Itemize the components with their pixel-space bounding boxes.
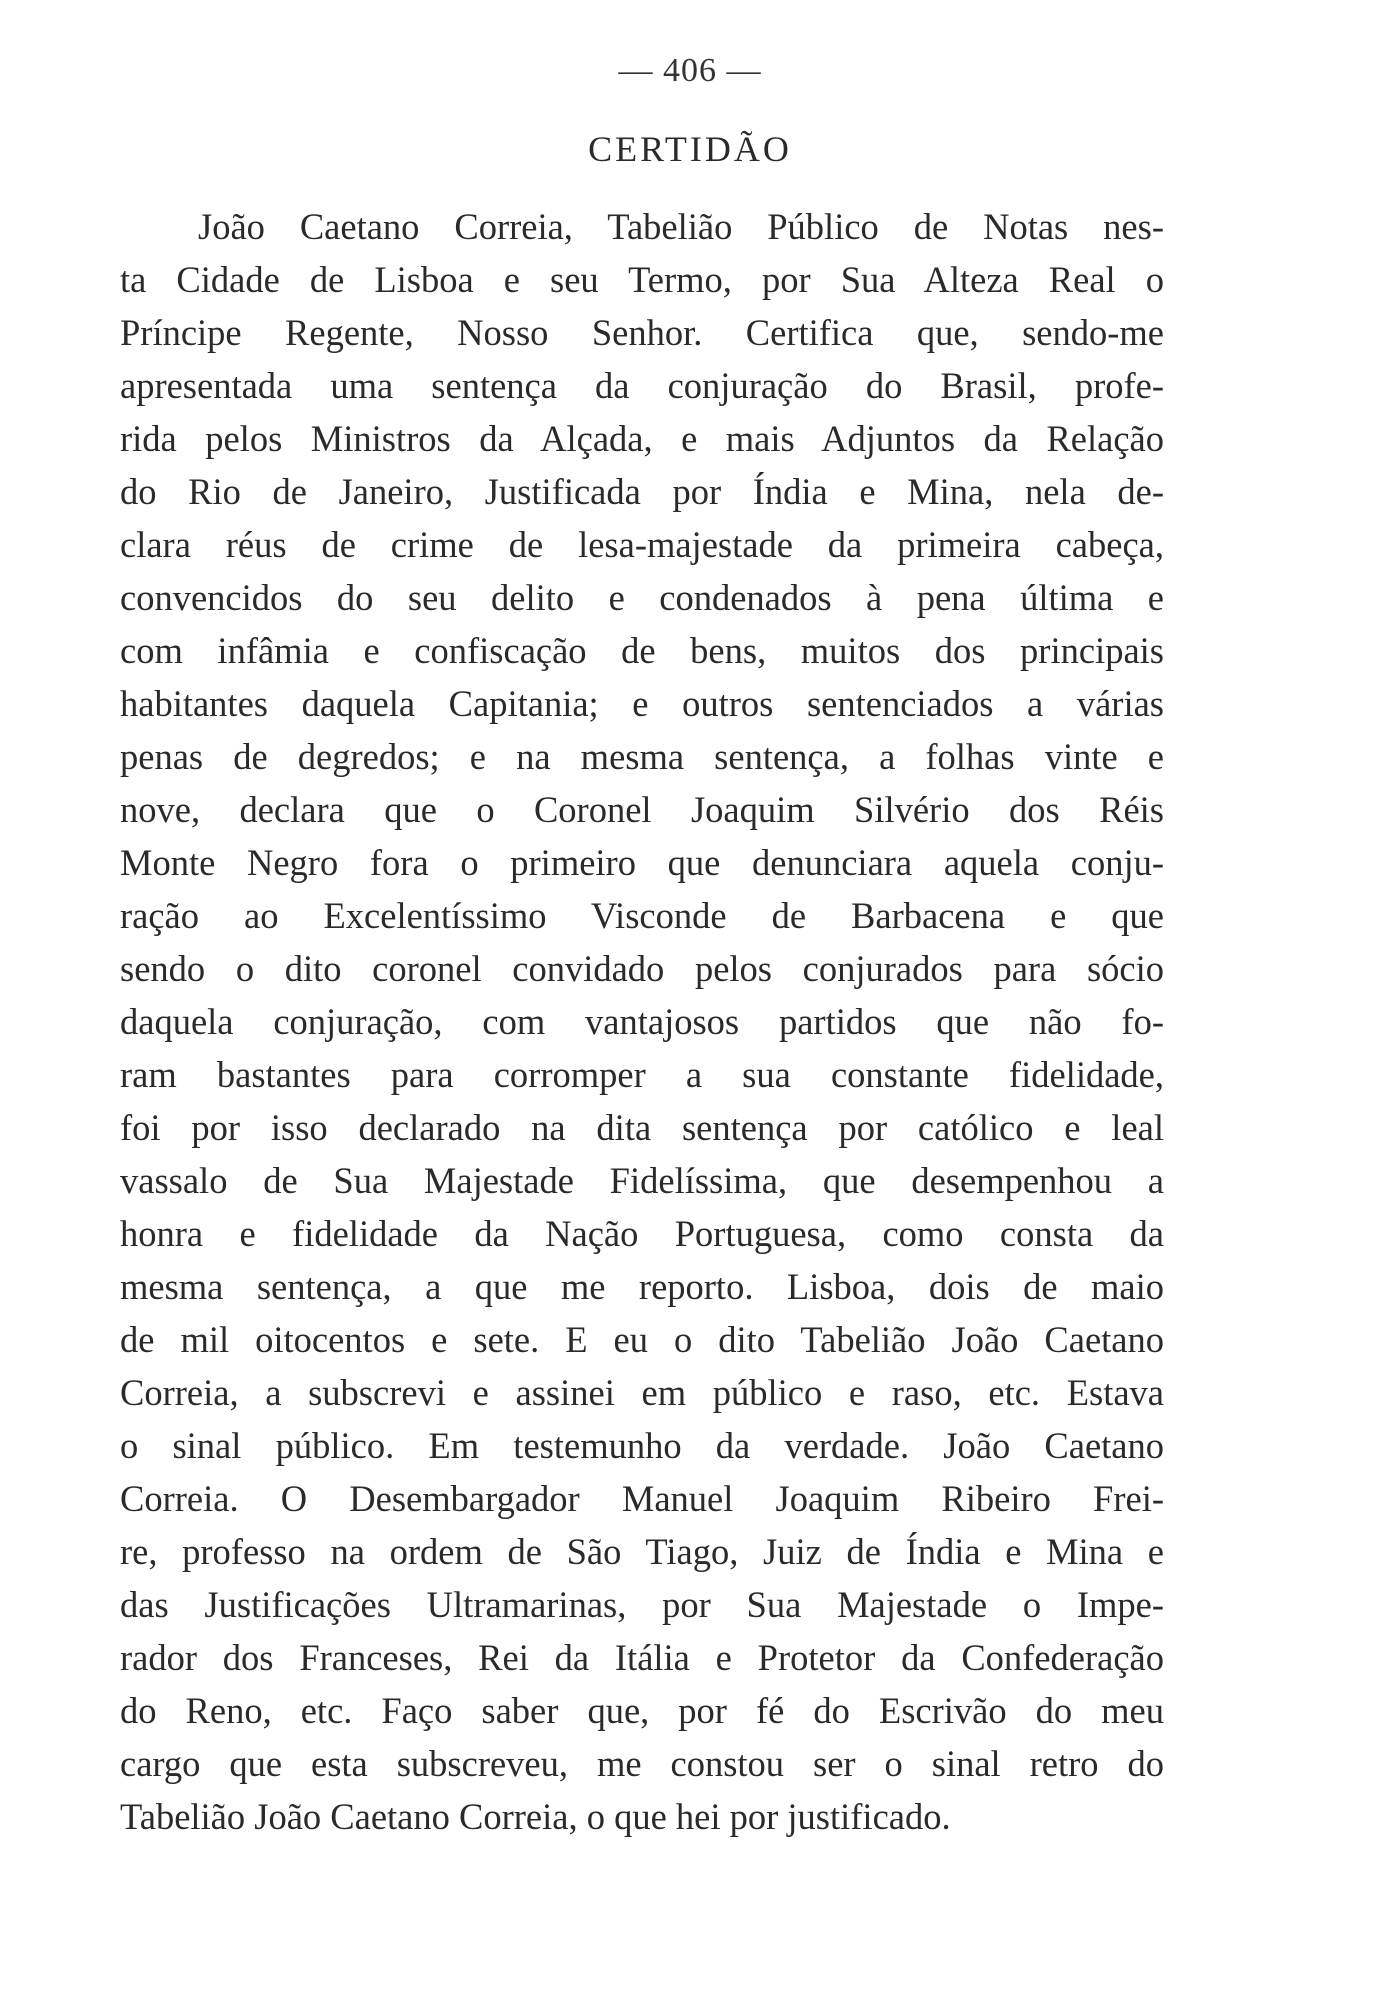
text-line: nove, declara que o Coronel Joaquim Silvério dos Réis <box>120 789 1164 830</box>
text-line: foi por isso declarado na dita sentença por católico e leal <box>120 1107 1164 1148</box>
text-line: convencidos do seu delito e condenados à pena última e <box>120 577 1164 618</box>
text-line: rida pelos Ministros da Alçada, e mais Adjuntos da Relação <box>120 418 1164 459</box>
text-line: das Justificações Ultramarinas, por Sua Majestade o Impe- <box>120 1584 1164 1625</box>
text-line: apresentada uma sentença da conjuração do Brasil, profe- <box>120 365 1164 406</box>
page-title: CERTIDÃO <box>588 129 792 169</box>
text-line: cargo que esta subscreveu, me constou ser o sinal retro do <box>120 1743 1164 1784</box>
text-line: vassalo de Sua Majestade Fidelíssima, que desempenhou a <box>120 1160 1164 1201</box>
text-line: ram bastantes para corromper a sua constante fidelidade, <box>120 1054 1164 1095</box>
text-line: o sinal público. Em testemunho da verdade. João Caetano <box>120 1425 1164 1466</box>
page-number: — 406 — <box>618 52 762 89</box>
text-line: João Caetano Correia, Tabelião Público de Notas nes- <box>198 206 1164 247</box>
text-line: do Reno, etc. Faço saber que, por fé do Escrivão do meu <box>120 1690 1164 1731</box>
text-line: clara réus de crime de lesa-majestade da primeira cabeça, <box>120 524 1164 565</box>
text-line: sendo o dito coronel convidado pelos conjurados para sócio <box>120 948 1164 989</box>
text-line: com infâmia e confiscação de bens, muitos dos principais <box>120 630 1164 671</box>
text-line: do Rio de Janeiro, Justificada por Índia e Mina, nela de- <box>120 471 1164 512</box>
text-line: honra e fidelidade da Nação Portuguesa, como consta da <box>120 1213 1164 1254</box>
text-line: mesma sentença, a que me reporto. Lisboa, dois de maio <box>120 1266 1164 1307</box>
text-line: daquela conjuração, com vantajosos partidos que não fo- <box>120 1001 1164 1042</box>
text-line: Príncipe Regente, Nosso Senhor. Certifica que, sendo-me <box>120 312 1164 353</box>
text-line: habitantes daquela Capitania; e outros sentenciados a várias <box>120 683 1164 724</box>
text-line: de mil oitocentos e sete. E eu o dito Tabelião João Caetano <box>120 1319 1164 1360</box>
text-line: penas de degredos; e na mesma sentença, a folhas vinte e <box>120 736 1164 777</box>
text-line: Correia. O Desembargador Manuel Joaquim Ribeiro Frei- <box>120 1478 1164 1519</box>
certificate-body <box>120 200 1164 1843</box>
text-line: rador dos Franceses, Rei da Itália e Protetor da Confederação <box>120 1637 1164 1678</box>
text-line: Monte Negro fora o primeiro que denunciara aquela conju- <box>120 842 1164 883</box>
text-line: Tabelião João Caetano Correia, o que hei por justificado. <box>120 1796 951 1837</box>
text-line: ta Cidade de Lisboa e seu Termo, por Sua Alteza Real o <box>120 259 1164 300</box>
text-line: re, professo na ordem de São Tiago, Juiz de Índia e Mina e <box>120 1531 1164 1572</box>
text-line: ração ao Excelentíssimo Visconde de Barbacena e que <box>120 895 1164 936</box>
text-line: Correia, a subscrevi e assinei em público e raso, etc. Estava <box>120 1372 1164 1413</box>
